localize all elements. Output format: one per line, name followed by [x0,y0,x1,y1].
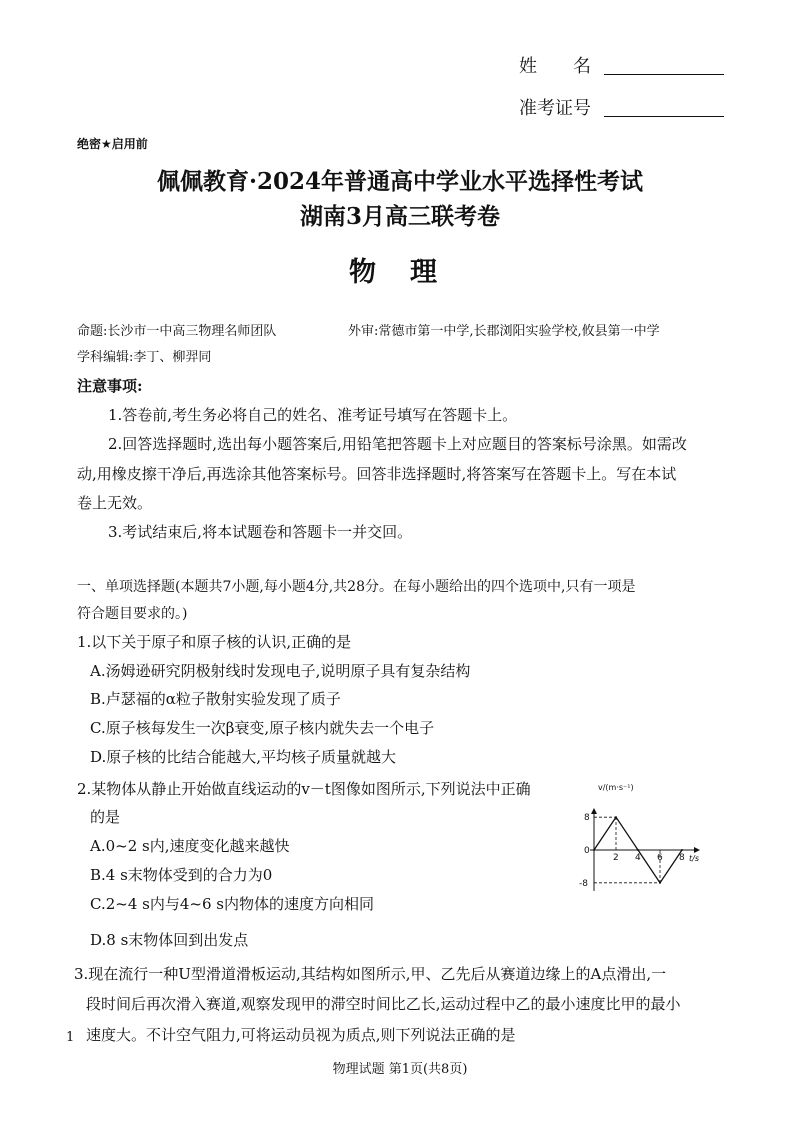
data-point [593,849,595,851]
credits-author: 命题:长沙市一中高三物理名师团队 [77,324,277,339]
subject-title: 物理 [349,257,471,288]
data-point [615,816,617,818]
q2-stem-cont: 的是 [90,808,121,826]
q1-option-b: B.卢瑟福的α粒子散射实验发现了质子 [90,690,341,708]
x-tick-label: 6 [657,853,663,863]
q3-stem-line-2: 段时间后再次滑入赛道,观察发现甲的滞空时间比乙长,运动过程中乙的最小速度比甲的最小 [86,995,681,1013]
name-label: 姓 名 [519,56,591,77]
notice-item-2-end: 卷上无效。 [77,494,153,512]
data-point [637,849,639,851]
x-tick-label: 2 [613,853,619,863]
x-axis-label: t/s [689,854,699,863]
q1-option-d: D.原子核的比结合能越大,平均核子质量就越大 [90,748,397,766]
q1-option-c: C.原子核每发生一次β衰变,原子核内就失去一个电子 [90,719,435,737]
q1-stem: 1.以下关于原子和原子核的认识,正确的是 [77,633,352,651]
y-axis-label: v/(m·s⁻¹) [598,783,634,792]
q2-option-d: D.8 s末物体回到出发点 [90,931,249,949]
q2-stem: 2.某物体从静止开始做直线运动的v－t图像如图所示,下列说法中正确 [77,780,531,798]
notice-item-2: 2.回答选择题时,选出每小题答案后,用铅笔把答题卡上对应题目的答案标号涂黑。如需改 [108,435,687,453]
data-point [681,849,683,851]
margin-mark: 1 [66,1030,75,1045]
x-tick-label: 4 [635,853,641,863]
notice-heading: 注意事项: [77,377,143,395]
section-heading-cont: 符合题目要求的。) [77,606,188,622]
title-line-2: 湖南3月高三联考卷 [299,203,500,230]
notice-item-2-cont: 动,用橡皮擦干净后,再选涂其他答案标号。回答非选择题时,将答案写在答题卡上。写在本试 [77,465,677,483]
credits-review: 外审:常德市第一中学,长郡浏阳实验学校,攸县第一中学 [348,324,660,339]
x-axis-arrow [694,847,700,853]
y-axis-arrow [591,808,597,814]
page-footer: 物理试题 第1页(共8页) [332,1062,468,1077]
vt-graph [572,780,708,900]
name-blank[interactable] [604,74,724,75]
exam-id-label: 准考证号 [519,98,591,119]
title-line-1: 佩佩教育·2024年普通高中学业水平选择性考试 [156,168,644,195]
q1-option-a: A.汤姆逊研究阴极射线时发现电子,说明原子具有复杂结构 [90,662,471,680]
q3-stem-line-3: 速度大。不计空气阻力,可将运动员视为质点,则下列说法正确的是 [86,1026,516,1044]
q2-option-b: B.4 s末物体受到的合力为0 [90,866,273,884]
y-tick-label: 0 [584,846,590,856]
x-tick-label: 8 [679,853,685,863]
y-tick-label: 8 [584,813,590,824]
q3-stem-line-1: 3.现在流行一种U型滑道滑板运动,其结构如图所示,甲、乙先后从赛道边缘上的A点滑出,一 [74,965,667,983]
data-point [659,882,661,884]
q2-option-a: A.0~2 s内,速度变化越来越快 [90,837,290,855]
q2-option-c: C.2~4 s内与4~6 s内物体的速度方向相同 [90,895,374,913]
notice-item-3: 3.考试结束后,将本试题卷和答题卡一并交回。 [108,523,413,541]
y-tick-label: -8 [579,878,588,889]
credits-editor: 学科编辑:李丁、柳羿同 [77,350,212,365]
section-heading: 一、单项选择题(本题共7小题,每小题4分,共28分。在每小题给出的四个选项中,只有一项是 [77,579,636,595]
secret-label: 绝密★启用前 [77,137,148,151]
notice-item-1: 1.答卷前,考生务必将自己的姓名、准考证号填写在答题卡上。 [108,406,518,424]
exam-id-blank[interactable] [604,116,724,117]
